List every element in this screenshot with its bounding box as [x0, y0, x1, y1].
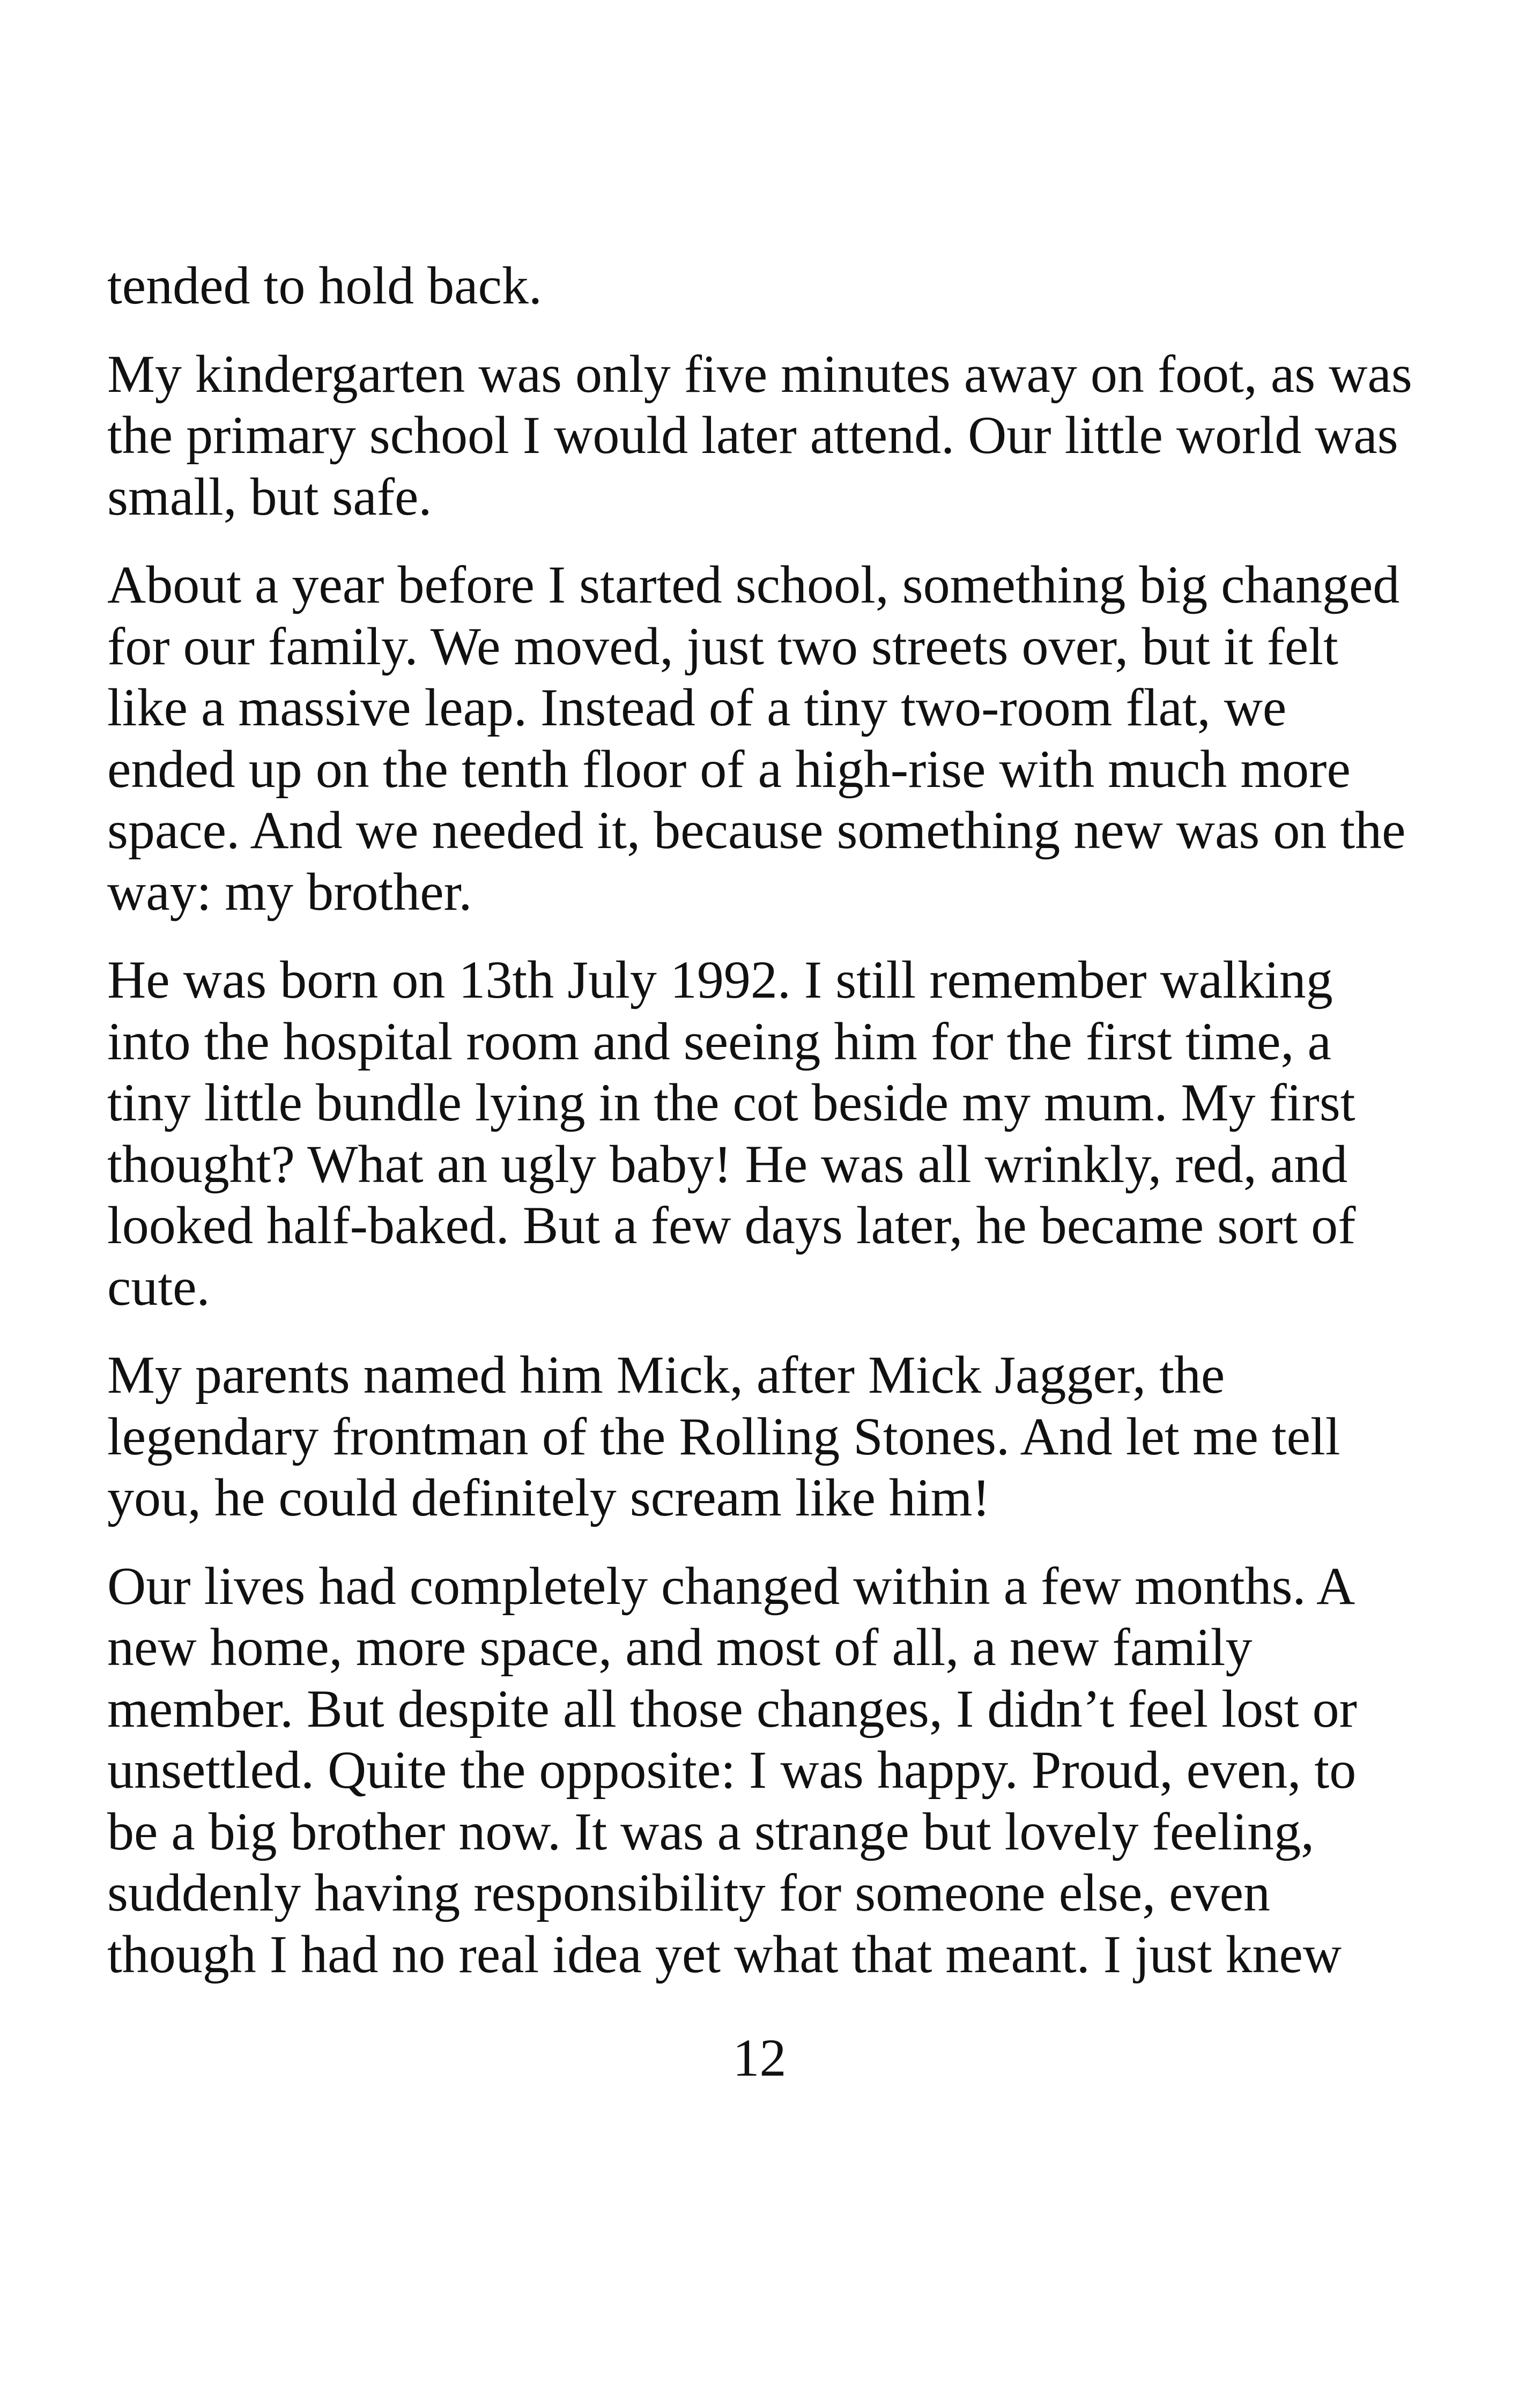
paragraph-5: My parents named him Mick, after Mick Jagger, the legendary frontman of the Rolling Stones. And let me tell you, he could definitely scream like him!: [107, 1345, 1340, 1527]
body-text: [107, 255, 1416, 2012]
paragraph-4: He was born on 13th July 1992. I still remember walking into the hospital room and seeing him for the first time, a tiny little bundle lying in the cot beside my mum. My first thought? What an ugly baby! He was all wrinkly, red, and looked half-baked. But a few days later, he became sort of cute.: [107, 950, 1356, 1317]
paragraph-3: About a year before I started school, something big changed for our family. We moved, just two streets over, but it felt like a massive leap. Instead of a tiny two-room flat, we ended up on the tenth floor of a high-rise with much more space. And we needed it, because something new was on the way: my brother.: [107, 555, 1406, 921]
paragraph-1: tended to hold back.: [107, 256, 542, 315]
paragraph-2: My kindergarten was only five minutes away on foot, as was the primary school I would later attend. Our little world was small, but safe.: [107, 344, 1412, 526]
paragraph-6: Our lives had completely changed within a few months. A new home, more space, and most of all, a new family member. But despite all those changes, I didn’t feel lost or unsettled. Quite the opposite: I was happy. Proud, even, to be a big brother now. It was a strange but lovely feeling, suddenly having responsibility for someone else, even though I had no real idea yet what that meant. I just knew: [107, 1556, 1357, 1984]
page-number: 12: [732, 2028, 787, 2087]
